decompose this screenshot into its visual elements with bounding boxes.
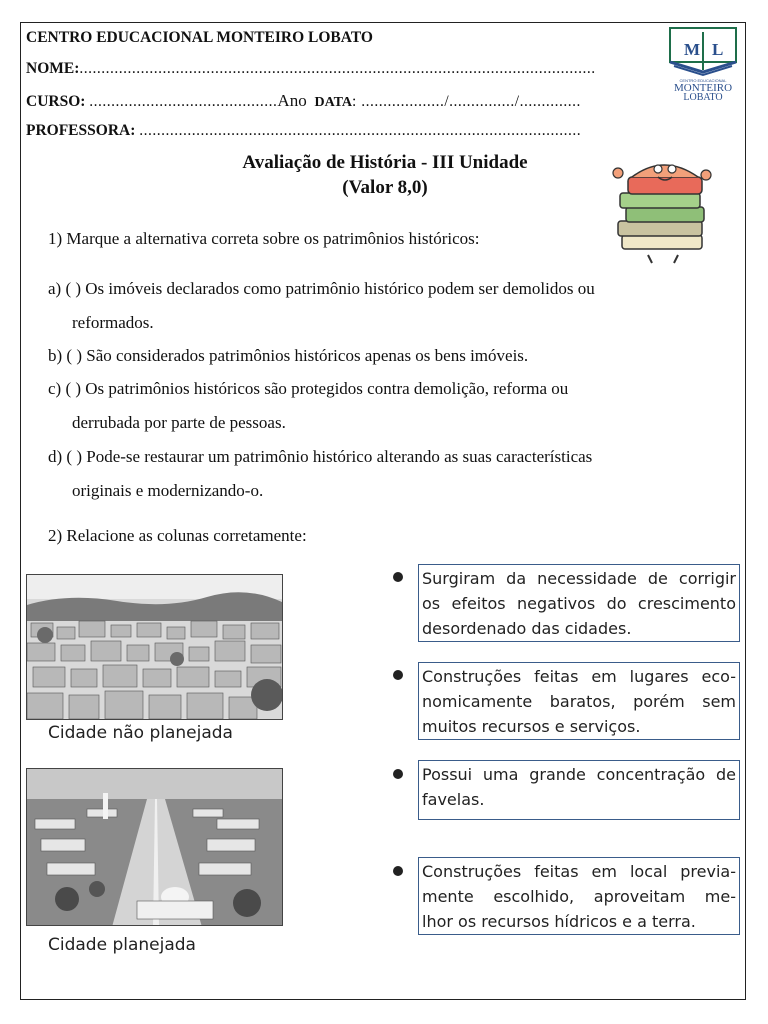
option-d: d) ( ) Pode-se restaurar um patrimônio histórico alterando as suas características bbox=[48, 447, 593, 466]
course-blank: ........................................... bbox=[89, 93, 278, 110]
logo-small-text: CENTRO EDUCACIONAL bbox=[679, 78, 727, 83]
statement-box-2 bbox=[418, 662, 740, 740]
teacher-blank: ..................................................................................................... bbox=[139, 122, 582, 139]
school-name: CENTRO EDUCACIONAL MONTEIRO LOBATO bbox=[26, 29, 373, 46]
bullet-1 bbox=[393, 572, 403, 582]
year-label: Ano bbox=[277, 91, 307, 110]
exam-title: Avaliação de História - III Unidade bbox=[242, 152, 528, 173]
statement-4-line-3: lhor os recursos hídricos e a terra. bbox=[422, 912, 696, 931]
bullet-4 bbox=[393, 866, 403, 876]
statement-box-1 bbox=[418, 564, 740, 642]
bullet-2 bbox=[393, 670, 403, 680]
logo-letter-m: M bbox=[684, 40, 701, 59]
name-label: NOME: bbox=[26, 60, 80, 77]
option-c-continuation: derrubada por parte de pessoas. bbox=[72, 413, 286, 432]
caption-planned-city: Cidade planejada bbox=[48, 935, 196, 955]
name-field-row bbox=[26, 60, 596, 78]
statement-box-3 bbox=[418, 760, 740, 820]
caption-unplanned-city: Cidade não planejada bbox=[48, 723, 233, 743]
date-label: DATA bbox=[314, 95, 353, 110]
date-blank: : .................../.............../.............. bbox=[352, 93, 581, 110]
logo-name-line2: LOBATO bbox=[683, 92, 723, 103]
planned-city-photo bbox=[26, 768, 283, 926]
statement-2-line-2: nomicamente baratos, porém sem bbox=[422, 692, 736, 711]
book-stack-illustration bbox=[606, 147, 716, 265]
statement-1-line-1: Surgiram da necessidade de corrigir bbox=[422, 569, 736, 588]
school-logo bbox=[662, 22, 744, 104]
statement-2-line-3: muitos recursos e serviços. bbox=[422, 717, 641, 736]
logo-letter-l: L bbox=[712, 40, 724, 59]
statement-box-4 bbox=[418, 857, 740, 935]
statement-4-line-1: Construções feitas em local previa- bbox=[422, 862, 736, 881]
option-a-continuation: reformados. bbox=[72, 313, 154, 332]
question-2-prompt: 2) Relacione as colunas corretamente: bbox=[48, 526, 307, 545]
logo-name-line1: MONTEIRO bbox=[673, 82, 733, 94]
statement-2-line-1: Construções feitas em lugares eco- bbox=[422, 667, 736, 686]
name-blank: ...................................................................................................................... bbox=[79, 60, 596, 77]
course-field-row bbox=[26, 91, 581, 111]
statement-1-line-3: desordenado das cidades. bbox=[422, 619, 632, 638]
statement-1-line-2: os efeitos negativos do crescimento bbox=[422, 594, 736, 613]
option-c: c) ( ) Os patrimônios históricos são protegidos contra demolição, reforma ou bbox=[48, 379, 569, 398]
option-b: b) ( ) São considerados patrimônios históricos apenas os bens imóveis. bbox=[48, 346, 529, 365]
course-label: CURSO: bbox=[26, 93, 86, 110]
unplanned-city-photo bbox=[26, 574, 283, 720]
question-1-prompt: 1) Marque a alternativa correta sobre os patrimônios históricos: bbox=[48, 229, 480, 248]
teacher-field-row bbox=[26, 122, 581, 140]
teacher-label: PROFESSORA: bbox=[26, 122, 136, 139]
option-d-continuation: originais e modernizando-o. bbox=[72, 481, 264, 500]
option-a: a) ( ) Os imóveis declarados como patrimônio histórico podem ser demolidos ou bbox=[48, 279, 595, 298]
statement-3-line-2: favelas. bbox=[422, 790, 485, 809]
statement-4-line-2: mente escolhido, aproveitam me- bbox=[422, 887, 736, 906]
exam-value: (Valor 8,0) bbox=[342, 177, 428, 198]
bullet-3 bbox=[393, 769, 403, 779]
statement-3-line-1: Possui uma grande concentração de bbox=[422, 765, 736, 784]
